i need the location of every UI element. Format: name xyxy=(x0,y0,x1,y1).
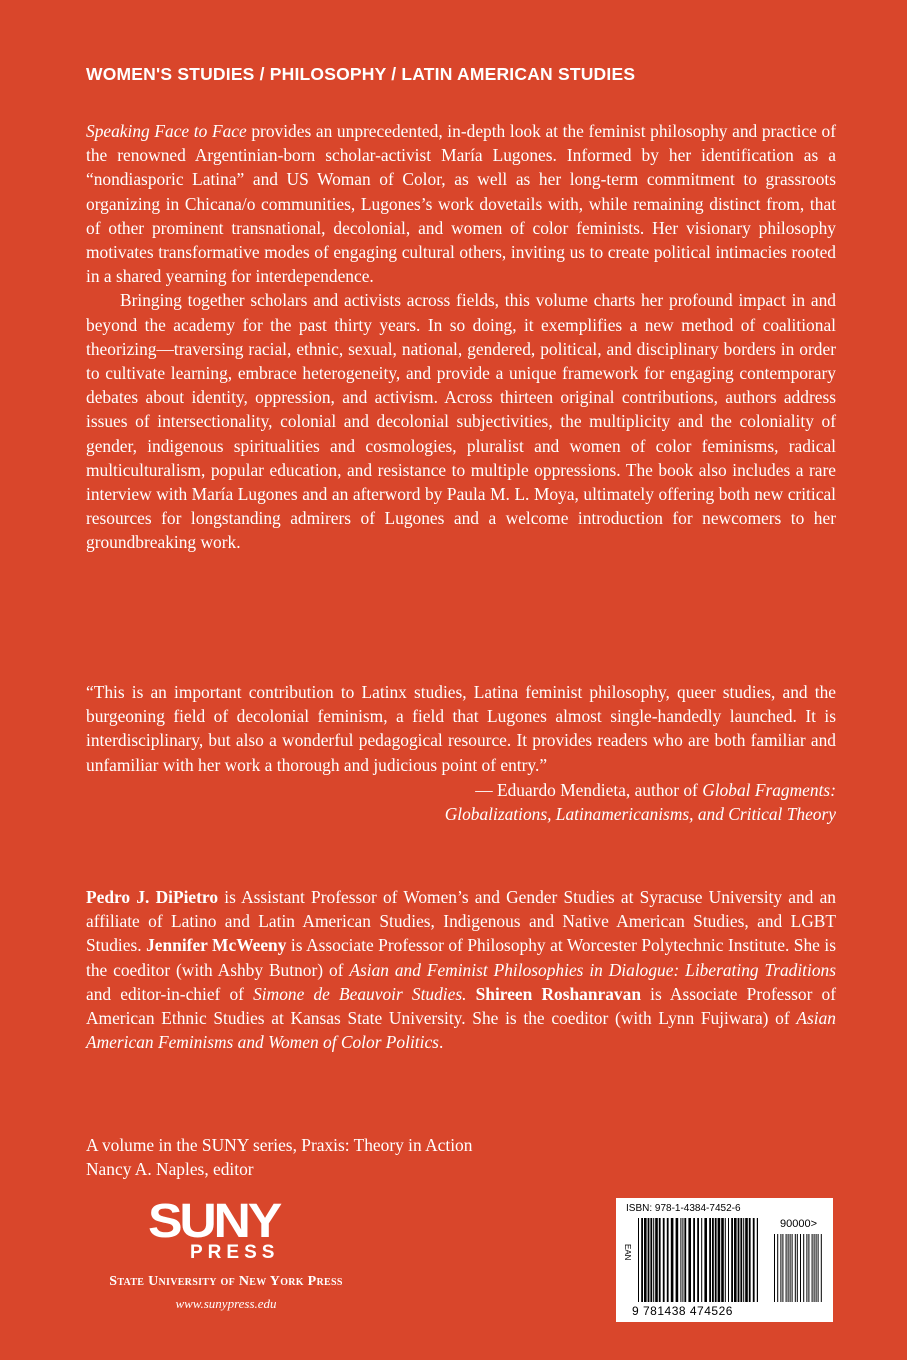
barcode-bar xyxy=(704,1218,707,1302)
barcode-bar xyxy=(757,1218,758,1302)
attribution-line-1 xyxy=(86,778,836,802)
editor-2-bio: is Associate Professor of Philosophy at Worcester Polytechnic Institute. She is the coeditor (with Ashby Butnor) of xyxy=(86,935,836,980)
series-line: A volume in the SUNY series, Praxis: Theory in Action xyxy=(86,1135,473,1155)
barcode-bar xyxy=(743,1218,744,1302)
ean-digits: 9 781438 474526 xyxy=(632,1304,733,1318)
editor-bios xyxy=(86,885,836,1054)
barcode-bar xyxy=(688,1218,691,1302)
editor-2-bio-cont: and editor-in-chief of xyxy=(86,983,254,1004)
barcode-bar xyxy=(803,1234,804,1302)
suny-logo-text: SUNY xyxy=(148,1195,280,1248)
description-text-1: provides an unprecedented, in-depth look at the feminist philosophy and practice of the renowned Argentinian-born scholar-activist María Lugones. Informed by her identification as a “nondiasporic Latina” and US Woman of Color, as well as her long-term commitment to grassroots organizing in Chicana/o communities, Lugones’s work dovetails with, while remaining distinct from, that of other prominent transnational, decolonial, and women of color feminists. Her visionary philosophy motivates transformative modes of engaging cultural others, inviting us to create political intimacies rooted in a shared yearning for interdependence. xyxy=(86,121,836,287)
barcode-bar xyxy=(731,1218,733,1302)
press-logo-text: PRESS xyxy=(190,1242,280,1263)
endorsement-quote xyxy=(86,680,836,777)
barcode-bar xyxy=(808,1234,809,1302)
barcode-bar xyxy=(638,1218,639,1302)
book-title: Speaking Face to Face xyxy=(86,121,247,141)
barcode xyxy=(616,1198,833,1322)
barcode-bar xyxy=(671,1218,674,1302)
editor-1-bio: is Assistant Professor of Women’s and Gender Studies at Syracuse University and an affiliate of Latino and Latin American Studies, Indigenous and Native American Studies, and LGBT Studies. xyxy=(86,887,836,956)
barcode-bar xyxy=(734,1218,737,1302)
barcode-bar xyxy=(648,1218,650,1302)
barcode-bar xyxy=(641,1218,643,1302)
barcode-bar xyxy=(644,1218,647,1302)
barcode-bar xyxy=(792,1234,793,1302)
barcode-bar xyxy=(814,1234,815,1302)
publisher-logo xyxy=(86,1195,366,1338)
barcode-bar xyxy=(682,1218,683,1302)
barcode-bar xyxy=(653,1218,654,1302)
description-paragraph-2: Bringing together scholars and activists across fields, this volume charts her profound impact in and beyond the academy for the past thirty years. In so doing, it exemplifies a new method of coalitional theorizing—traversing racial, ethnic, sexual, national, gendered, political, and disciplinary borders in order to cultivate learning, embrace heterogeneity, and provide a unique framework for engaging contemporary debates about identity, oppression, and activism. Across thirteen original contributions, authors address issues of intersectionality, colonial and decolonial subjectivities, the multiplicity and the coloniality of gender, indigenous spiritualities and cosmologies, pluralist and women of color feminisms, radical multiculturalism, popular education, and resistance to multiple oppressions. The book also includes a rare interview with María Lugones and an afterword by Paula M. L. Moya, ultimately offering both new critical resources for longstanding admirers of Lugones and a welcome introduction for newcomers to her groundbreaking work. xyxy=(86,290,836,553)
barcode-bar xyxy=(795,1234,796,1302)
book-description xyxy=(86,119,836,555)
barcode-bar xyxy=(797,1234,798,1302)
editor-2-book: Asian and Feminist Philosophies in Dialogue: Liberating Traditions xyxy=(349,959,837,980)
barcode-bar xyxy=(821,1234,822,1302)
barcode-bar xyxy=(745,1218,748,1302)
barcode-bar xyxy=(663,1218,665,1302)
barcode-bar xyxy=(709,1218,711,1302)
barcode-bar xyxy=(777,1234,778,1302)
addon-barcode-bars xyxy=(774,1234,822,1302)
barcode-bar xyxy=(782,1234,783,1302)
barcode-bar xyxy=(806,1234,807,1302)
barcode-bar xyxy=(659,1218,661,1302)
barcode-bar xyxy=(790,1234,791,1302)
barcode-bar xyxy=(721,1218,724,1302)
barcode-bar xyxy=(676,1218,679,1302)
isbn-text: ISBN: 978-1-4384-7452-6 xyxy=(626,1203,741,1214)
barcode-bar xyxy=(712,1218,714,1302)
series-info xyxy=(86,1133,686,1181)
editor-3-book: Asian American Feminisms and Women of Color Politics xyxy=(86,1008,836,1053)
barcode-bar xyxy=(655,1218,658,1302)
barcode-bar xyxy=(800,1234,801,1302)
barcode-bar xyxy=(780,1234,781,1302)
barcode-bar xyxy=(812,1234,813,1302)
barcode-bar xyxy=(701,1218,702,1302)
bios-paragraph xyxy=(86,885,836,1054)
barcode-bar xyxy=(725,1218,726,1302)
quote-attribution xyxy=(86,778,836,826)
category-heading: WOMEN'S STUDIES / PHILOSOPHY / LATIN AMERICAN STUDIES xyxy=(86,64,636,84)
editor-3-bio: is Associate Professor of American Ethnic Studies at Kansas State University. She is the coeditor (with Lynn Fujiwara) of xyxy=(86,983,836,1029)
publisher-name: State University of New York Press xyxy=(109,1274,343,1289)
attribution-line-2 xyxy=(86,802,836,826)
barcode-bar xyxy=(788,1234,789,1302)
attribution-book-title-2: Globalizations, Latinamericanisms, and Critical Theory xyxy=(444,804,836,825)
attribution-author: — Eduardo Mendieta, author of xyxy=(475,780,703,800)
description-paragraph-1 xyxy=(86,119,836,288)
barcode-bar xyxy=(693,1218,695,1302)
barcode-bar xyxy=(816,1234,817,1302)
barcode-bar xyxy=(650,1218,652,1302)
barcode-bar xyxy=(786,1234,787,1302)
quote-text: “This is an important contribution to Latinx studies, Latina feminist philosophy, queer studies, and the burgeoning field of decolonial feminism, a field that Lugones almost single-handedly launched. It is interdisciplinary, but also a wonderful pedagogical resource. It provides readers who are both familiar and unfamiliar with her work a thorough and judicious point of entry.” xyxy=(86,682,836,775)
barcode-bar xyxy=(818,1234,819,1302)
barcode-bar xyxy=(718,1218,721,1302)
barcode-bar xyxy=(753,1218,755,1302)
barcode-bar xyxy=(738,1218,740,1302)
barcode-bar xyxy=(697,1218,699,1302)
editor-3-end: . xyxy=(438,1032,444,1053)
barcode-bar xyxy=(680,1218,681,1302)
editor-2-journal: Simone de Beauvoir Studies. xyxy=(253,983,467,1004)
editor-3-name: Shireen Roshanravan xyxy=(475,983,641,1004)
barcode-bar xyxy=(667,1218,669,1302)
barcode-bar xyxy=(684,1218,686,1302)
barcode-bar xyxy=(740,1218,742,1302)
editor-2-name: Jennifer McWeeny xyxy=(146,935,287,956)
series-editor: Nancy A. Naples, editor xyxy=(86,1159,254,1180)
barcode-bar xyxy=(749,1218,751,1302)
editor-1-name: Pedro J. DiPietro xyxy=(86,887,219,907)
ean-label: EAN xyxy=(623,1244,632,1261)
barcode-bar xyxy=(774,1234,775,1302)
attribution-book-title-1: Global Fragments: xyxy=(702,780,836,800)
ean-barcode-bars xyxy=(638,1218,758,1302)
price-addon-digits: 90000> xyxy=(780,1218,818,1230)
barcode-bar xyxy=(715,1218,717,1302)
publisher-url: www.sunypress.edu xyxy=(175,1296,277,1311)
barcode-bar xyxy=(728,1218,729,1302)
